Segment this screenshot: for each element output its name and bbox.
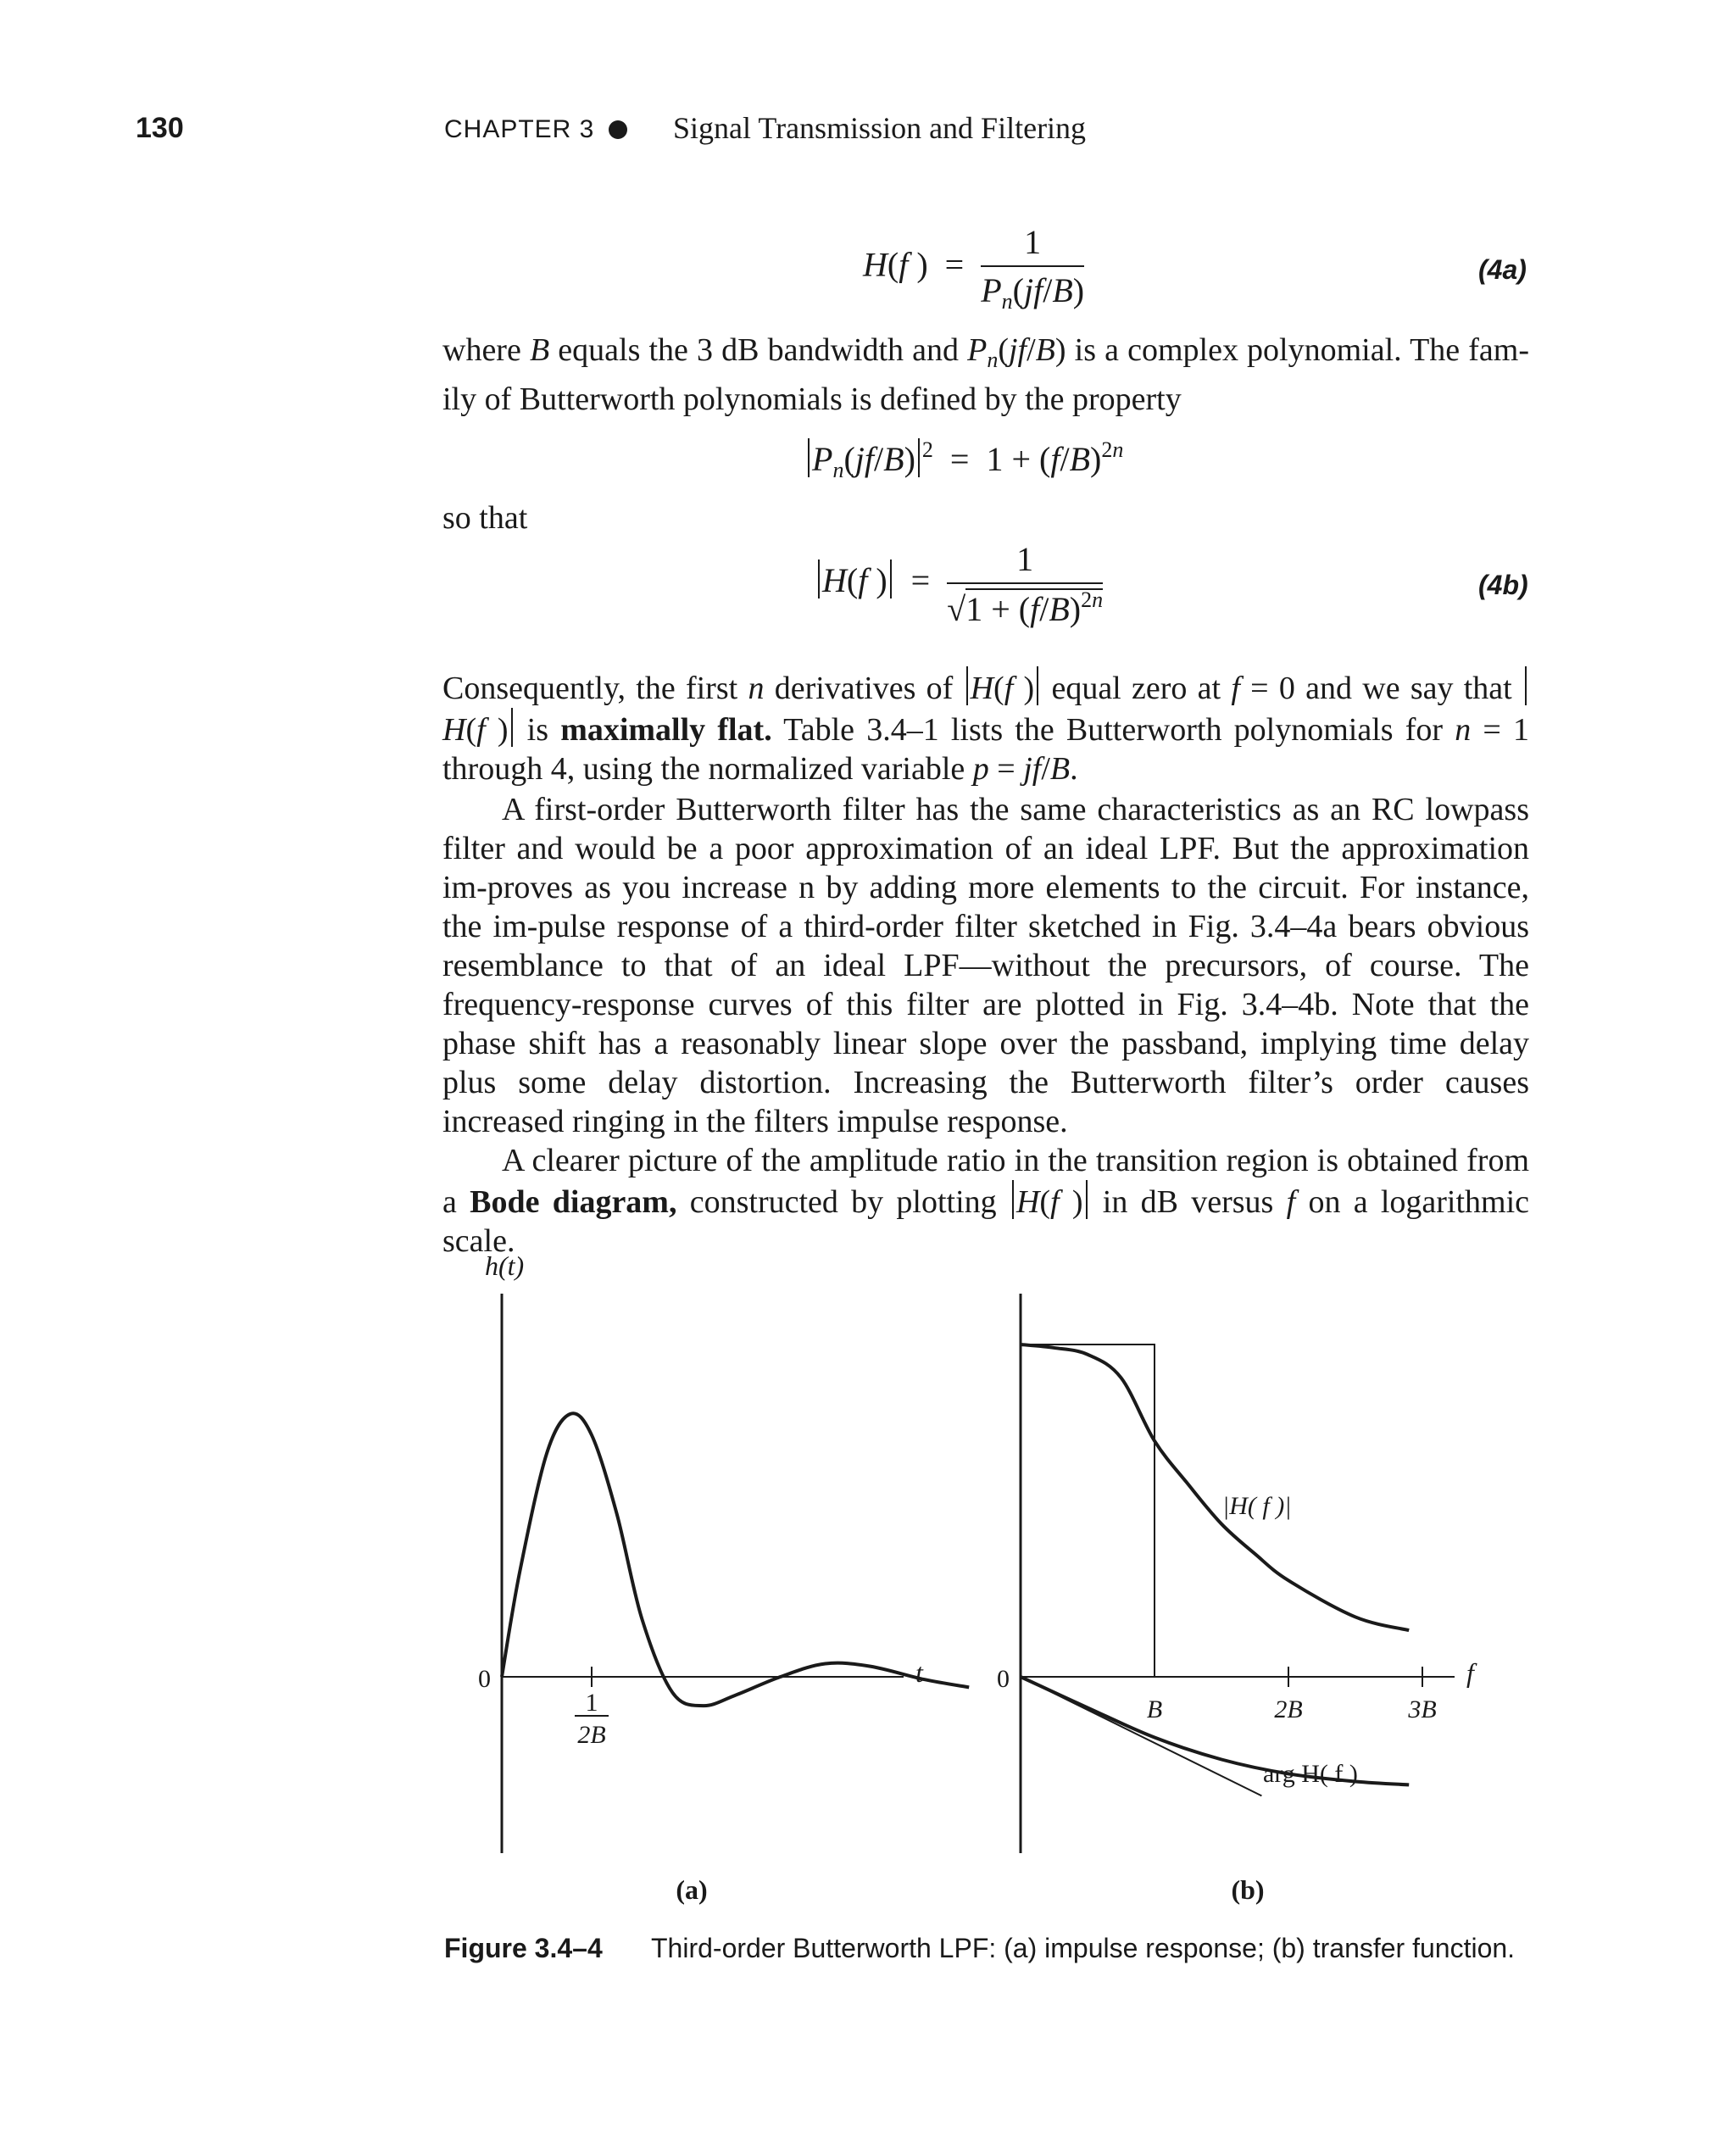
- paragraph-maximally-flat: Consequently, the first n derivatives of H(f ) equal zero at f = 0 and we say that H(f ) is maximally flat. Table 3.4–1 lists the Butterworth polynomials for n = 1 through 4, using the normalized variable p = jf/B.: [442, 666, 1529, 788]
- panel-b-tick-label-2b: 2B: [1274, 1695, 1303, 1723]
- linear-phase-line: [1021, 1677, 1261, 1795]
- figure-caption-text: Third-order Butterworth LPF: (a) impulse response; (b) transfer function.: [651, 1933, 1516, 1963]
- panel-b-x-label: f: [1466, 1657, 1474, 1688]
- paragraph-bode-diagram: A clearer picture of the amplitude ratio in the transition region is obtained from a Bode diagram, constructed by plotting H(f ) in dB versus f on a logarithmic scale.: [442, 1143, 1530, 1259]
- so-that-text: so that: [442, 500, 528, 536]
- chapter-label: CHAPTER 3: [444, 115, 595, 143]
- ideal-lpf-rectangle: [1021, 1345, 1155, 1677]
- figure-caption-label: Figure 3.4–4: [444, 1933, 603, 1963]
- panel-b-tick-label-3b: 3B: [1408, 1695, 1437, 1723]
- panel-a-y-label: h(t): [485, 1250, 525, 1281]
- panel-b-origin-label: 0: [997, 1665, 1010, 1693]
- panel-a-tick-num: 1: [585, 1689, 598, 1717]
- page-number: 130: [136, 112, 184, 144]
- equation-number-4a: (4a): [1478, 254, 1527, 285]
- equation-number-4b: (4b): [1478, 570, 1528, 600]
- equation-4b: H(f ) = $\frac{1}{√1 + (f/B)^{2n}}$: [815, 539, 1103, 629]
- panel-b-tick-label-b: B: [1146, 1695, 1163, 1723]
- chapter-title: Signal Transmission and Filtering: [673, 111, 1087, 145]
- panel-a-x-label: t: [915, 1657, 923, 1688]
- magnitude-curve: [1021, 1345, 1409, 1630]
- paragraph-where-b: where B equals the 3 dB bandwidth and $P_n(jf/B)$ is a complex polynomial. The fam-ily of Butterworth polynomials is defined by the property: [442, 332, 1530, 417]
- equation-butterworth-property: $P_n(jf/B) ^2 = 1 + (f/B)^{2n}$: [805, 437, 1123, 483]
- paragraph-first-order: A first-order Butterworth filter has the same characteristics as an RC lowpass filter and would be a poor approximation of an ideal LPF. But the approximation im-proves as you increase n by adding more elements to the circuit. For instance, the im-pulse response of a third-order filter sketched in Fig. 3.4–4a bears obvious resemblance to that of an ideal LPF—without the precursors, of course. The frequency-response curves of this filter are plotted in Fig. 3.4–4b. Note that the phase shift has a reasonably linear slope over the passband, implying time delay plus some delay distortion. Increasing the Butterworth filter’s order causes increased ringing in the filters impulse response.: [442, 792, 1529, 1139]
- panel-a-origin-label: 0: [478, 1665, 491, 1693]
- magnitude-label: |H( f )|: [1222, 1492, 1292, 1520]
- panel-a-tick-den: 2B: [577, 1721, 606, 1749]
- impulse-response-curve: [502, 1413, 969, 1706]
- equation-4a: H(f ) = $\frac{1}{P_n(jf/B)}$: [863, 223, 1085, 314]
- panel-b-label: (b): [1231, 1874, 1265, 1905]
- phase-label: arg H( f ): [1263, 1760, 1358, 1788]
- panel-a-label: (a): [676, 1874, 708, 1905]
